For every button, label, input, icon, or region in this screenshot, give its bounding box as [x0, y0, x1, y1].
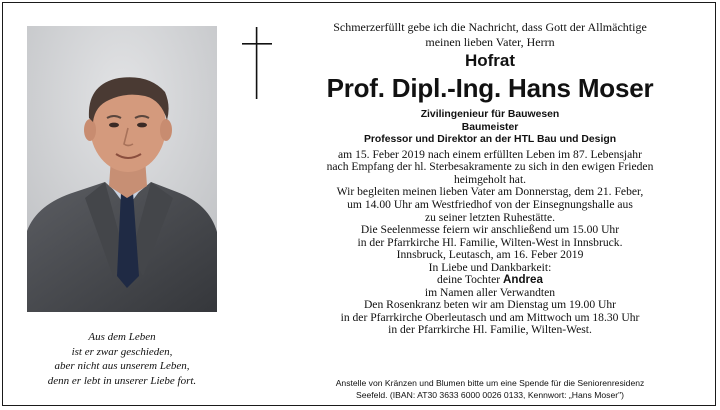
- notice-body: [280, 149, 700, 337]
- mourner-prefix: deine Tochter: [437, 273, 503, 287]
- portrait-photo: [27, 26, 217, 312]
- body-line: zu seiner letzten Ruhestätte.: [424, 210, 556, 224]
- motto-line: aber nicht aus unserem Leben,: [54, 360, 190, 373]
- motto-line: Aus dem Leben: [88, 331, 156, 343]
- intro-line: Schmerzerfüllt gebe ich die Nachricht, dass Gott der Allmächtige: [333, 20, 647, 34]
- memorial-motto: [24, 330, 220, 388]
- body-line: nach Empfang der hl. Sterbesakramente zu sich in den ewigen Frieden: [326, 160, 654, 174]
- intro-line: meinen lieben Vater, Herrn: [425, 35, 555, 49]
- body-line: Die Seelenmesse feiern wir anschließend um 15.00 Uhr: [360, 223, 620, 237]
- body-line: In Liebe und Dankbarkeit:: [428, 260, 552, 274]
- deceased-name: Prof. Dipl.-Ing. Hans Moser: [326, 73, 654, 103]
- donation-note: [280, 378, 700, 401]
- footer-line: Anstelle von Kränzen und Blumen bitte um eine Spende für die Seniorenresidenz: [335, 378, 645, 388]
- cross-icon: [242, 27, 272, 99]
- body-line: Den Rosenkranz beten wir am Dienstag um 19.00 Uhr: [363, 298, 617, 312]
- body-line: Innsbruck, Leutasch, am 16. Feber 2019: [396, 248, 584, 262]
- title-line: Baumeister: [461, 121, 519, 133]
- honorific-title: Hofrat: [464, 51, 516, 70]
- mourner-line: [280, 274, 700, 287]
- title-line: Professor und Direktor an der HTL Bau und Design: [363, 134, 617, 146]
- title-line: Zivilingenieur für Bauwesen: [420, 109, 560, 120]
- body-line: in der Pfarrkirche Hl. Familie, Wilten-West.: [388, 323, 592, 337]
- intro-text: [280, 20, 700, 50]
- body-line: um 14.00 Uhr am Westfriedhof von der Einsegnungshalle aus: [347, 197, 633, 211]
- professional-titles: [280, 109, 700, 147]
- motto-line: ist er zwar geschieden,: [71, 345, 173, 358]
- body-line: in der Pfarrkirche Hl. Familie, Wilten-West in Innsbruck.: [357, 235, 623, 249]
- body-line: Wir begleiten meinen lieben Vater am Donnerstag, dem 21. Feber,: [336, 185, 644, 199]
- notice-text: [280, 20, 700, 337]
- body-line: im Namen aller Verwandten: [424, 285, 556, 299]
- body-line: heimgeholt hat.: [453, 172, 527, 186]
- footer-line: Seefeld. (IBAN: AT30 3633 6000 0026 0133, Kennwort: „Hans Moser"): [355, 389, 625, 400]
- motto-line: denn er lebt in unserer Liebe fort.: [47, 374, 197, 387]
- mourner-name: Andrea: [502, 273, 543, 287]
- body-line: am 15. Feber 2019 nach einem erfüllten Leben im 87. Lebensjahr: [338, 147, 642, 161]
- body-line: in der Pfarrkirche Oberleutasch und am Mittwoch um 18.30 Uhr: [340, 310, 640, 324]
